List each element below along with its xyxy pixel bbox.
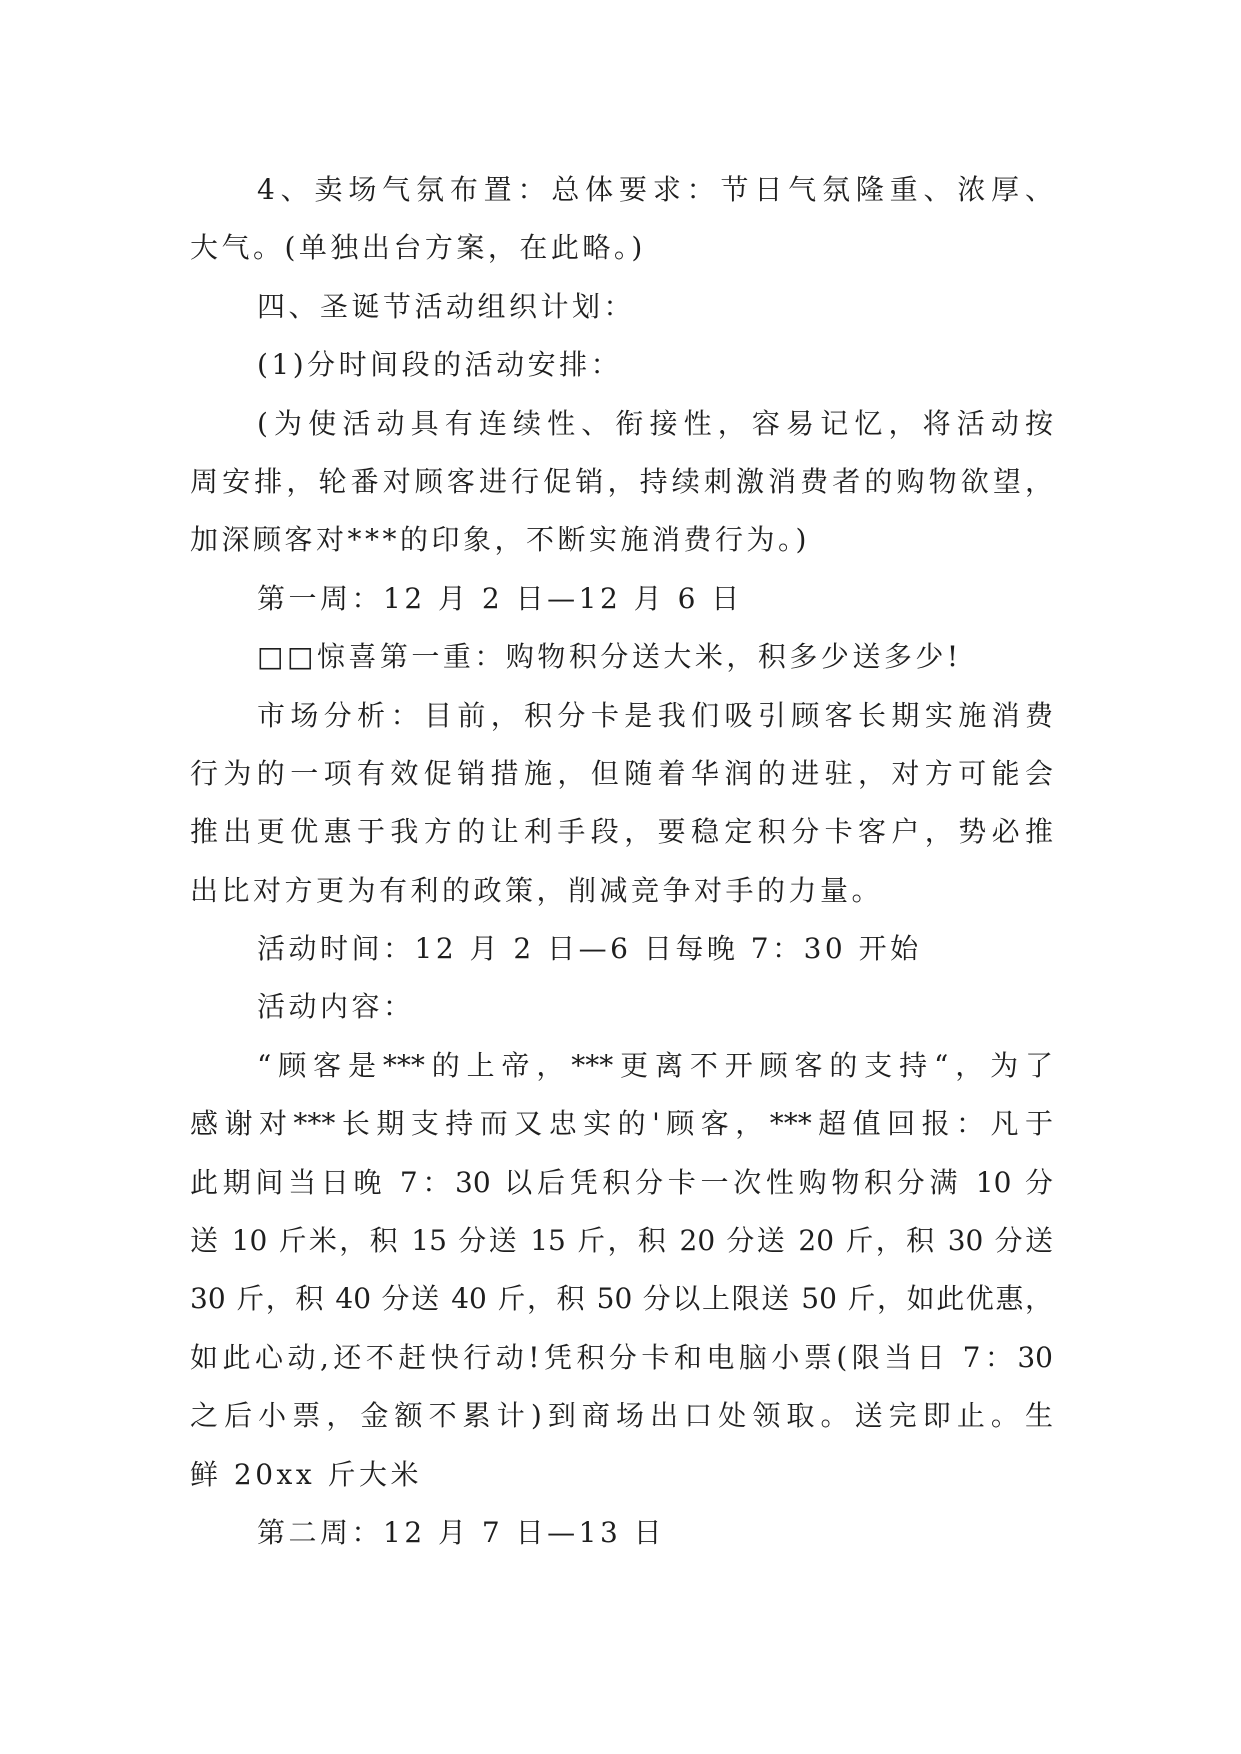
text-line: 加深顾客对***的印象，不断实施消费行为。)	[190, 523, 810, 557]
week-two-heading	[190, 1504, 1053, 1562]
text-line: 30 斤，积 40 分送 40 斤，积 50 分以上限送 50 斤，如此优惠，	[190, 1282, 1053, 1316]
text-line: 大气。(单独出台方案，在此略。)	[190, 231, 646, 265]
text-line: (为使活动具有连续性、衔接性，容易记忆，将活动按	[257, 406, 1053, 440]
text-line: “顾客是***的上帝，***更离不开顾客的支持“，为了	[257, 1048, 1053, 1082]
section-heading-christmas-plan	[190, 278, 1053, 336]
activity-content-label	[190, 978, 1053, 1036]
activity-content-body	[190, 1037, 1053, 1504]
text-line: 此期间当日晚 7：30 以后凭积分卡一次性购物积分满 10 分	[190, 1165, 1053, 1199]
text-line: 出比对方更为有利的政策，削减竞争对手的力量。	[190, 873, 884, 907]
subsection-heading-schedule	[190, 336, 1053, 394]
text-line: 之后小票，金额不累计)到商场出口处领取。送完即止。生	[190, 1399, 1053, 1433]
text-line: 行为的一项有效促销措施，但随着华润的进驻，对方可能会	[190, 756, 1053, 790]
activity-time	[190, 920, 1053, 978]
week-one-heading	[190, 570, 1053, 628]
text-line: 活动内容：	[257, 990, 415, 1024]
text-line: 4、卖场气氛布置：总体要求：节日气氛隆重、浓厚、	[257, 173, 1053, 206]
text-line: 送 10 斤米，积 15 分送 15 斤，积 20 分送 20 斤，积 30 分送	[190, 1224, 1053, 1258]
text-line: 推出更优惠于我方的让利手段，要稳定积分卡客户，势必推	[190, 815, 1053, 849]
text-line: 第二周：12 月 7 日—13 日	[257, 1515, 666, 1549]
text-line: 活动时间：12 月 2 日—6 日每晚 7：30 开始	[257, 932, 922, 966]
text-line: 第一周：12 月 2 日—12 月 6 日	[257, 581, 743, 615]
market-analysis	[190, 687, 1053, 921]
surprise-one-title	[190, 628, 1053, 686]
atmosphere-item	[190, 161, 1053, 278]
text-line: 感谢对***长期支持而又忠实的'顾客，***超值回报：凡于	[190, 1107, 1053, 1141]
schedule-note	[190, 395, 1053, 570]
text-line: 鲜 20xx 斤大米	[190, 1457, 423, 1491]
document-body	[190, 161, 1053, 1562]
text-line: 市场分析：目前，积分卡是我们吸引顾客长期实施消费	[257, 698, 1053, 732]
text-line: □□惊喜第一重：购物积分送大米，积多少送多少!	[257, 640, 962, 674]
text-line: (1)分时间段的活动安排：	[257, 348, 623, 382]
text-line: 如此心动,还不赶快行动!凭积分卡和电脑小票(限当日 7：30	[190, 1340, 1053, 1374]
text-line: 四、圣诞节活动组织计划：	[257, 289, 636, 323]
text-line: 周安排，轮番对顾客进行促销，持续刺激消费者的购物欲望，	[190, 464, 1053, 498]
